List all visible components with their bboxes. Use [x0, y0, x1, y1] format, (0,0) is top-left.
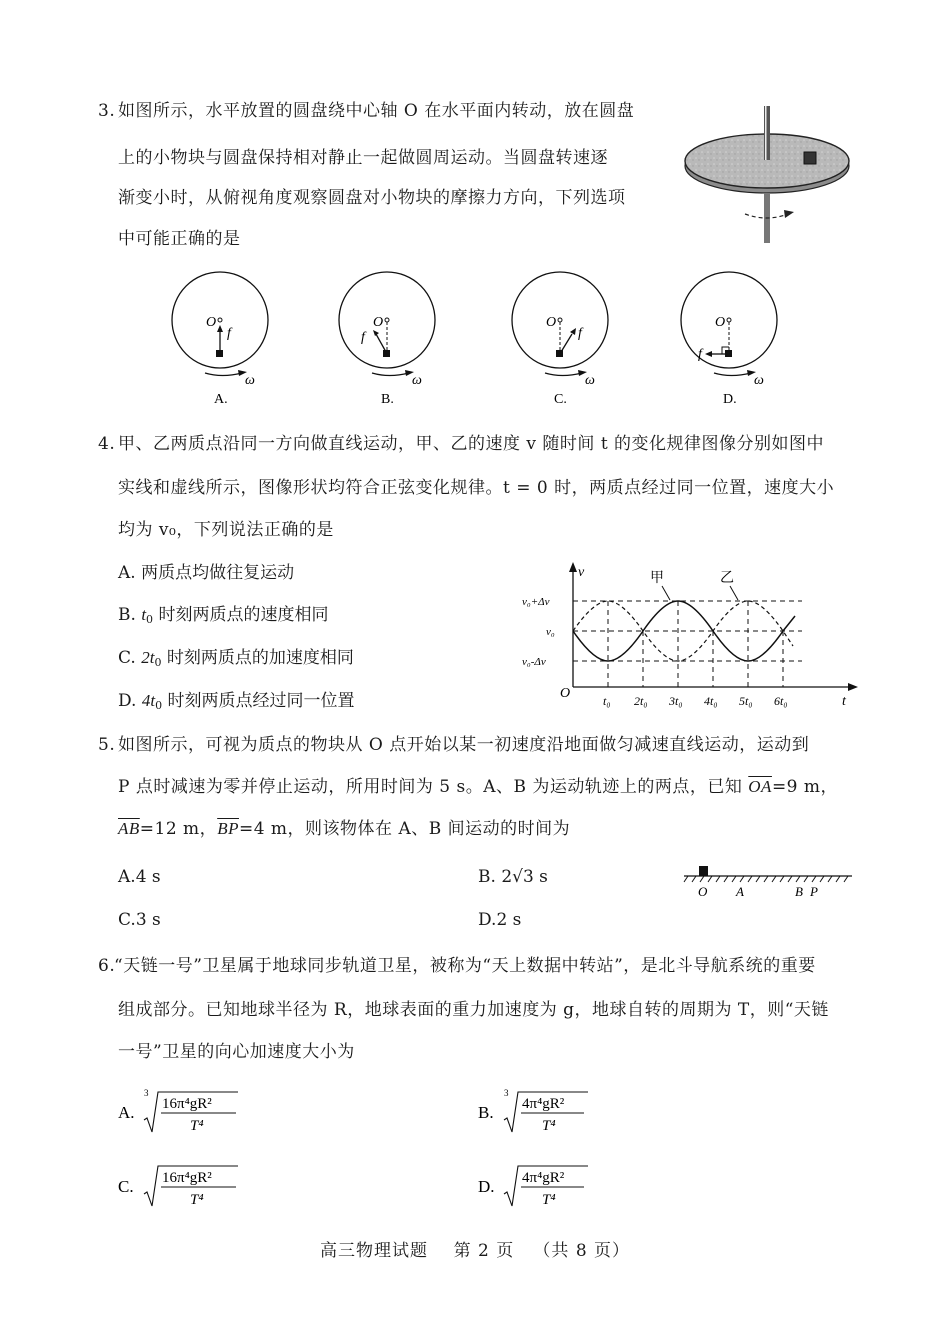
svg-text:乙: 乙: [720, 571, 734, 586]
q4-option-c: C. $2t_0$ 时刻两质点的加速度相同: [118, 648, 354, 669]
svg-text:ω: ω: [754, 373, 764, 388]
q3-line-1: 如图所示，水平放置的圆盘绕中心轴 O 在水平面内转动，放在圆盘: [118, 101, 635, 121]
svg-text:B.: B.: [381, 392, 394, 407]
q5-option-a: A.4 s: [118, 867, 161, 887]
svg-text:C.: C.: [554, 392, 567, 407]
velocity-time-chart: [520, 560, 860, 720]
svg-text:B.: B.: [478, 1103, 494, 1122]
svg-text:O: O: [206, 315, 217, 330]
q6-option-a: [118, 1086, 258, 1142]
q3-figure-b: [339, 272, 435, 407]
svg-text:v: v: [578, 565, 585, 580]
q6-option-b: [478, 1086, 618, 1142]
svg-text:T⁴: T⁴: [542, 1118, 556, 1134]
svg-text:T⁴: T⁴: [190, 1192, 204, 1208]
svg-text:A: A: [736, 884, 744, 899]
svg-text:A.: A.: [118, 1103, 135, 1122]
q6-option-c: [118, 1160, 258, 1216]
svg-text:v₀-Δv: v₀-Δv: [522, 656, 546, 668]
q3-figure-a: [172, 272, 268, 407]
q3-line-4: 中可能正确的是: [118, 229, 241, 249]
svg-text:f: f: [578, 326, 582, 341]
q6-number: 6.: [98, 956, 116, 976]
svg-text:D.: D.: [723, 392, 737, 407]
svg-text:P: P: [810, 884, 818, 899]
svg-text:t: t: [842, 694, 846, 709]
svg-text:T⁴: T⁴: [542, 1192, 556, 1208]
svg-text:6t₀: 6t₀: [774, 694, 788, 708]
q6-line-3: 一号”卫星的向心加速度大小为: [118, 1042, 355, 1062]
q6-option-d: [478, 1160, 618, 1216]
svg-text:O: O: [373, 315, 384, 330]
svg-text:4π⁴gR²: 4π⁴gR²: [522, 1096, 565, 1112]
svg-text:3: 3: [504, 1088, 509, 1098]
q5-line-3: $\overline{AB}=12$ m，$\overline{BP}=4$ m，则该物体在 A、B 间运动的时间为: [118, 819, 571, 839]
svg-text:D.: D.: [478, 1177, 495, 1196]
q5-line-2: P 点时减速为零并停止运动，所用时间为 5 s。A、B 为运动轨迹上的两点，已知 $\overline{OA}=9$ m，: [118, 777, 839, 797]
q5-number: 5.: [98, 735, 116, 755]
svg-text:ω: ω: [585, 373, 595, 388]
svg-text:4π⁴gR²: 4π⁴gR²: [522, 1170, 565, 1186]
q5-option-b: B. 2√3 s: [478, 867, 548, 887]
svg-text:v₀: v₀: [546, 626, 555, 638]
q4-line-3: 均为 v₀，下列说法正确的是: [118, 520, 334, 540]
svg-text:f: f: [698, 347, 702, 362]
q4-option-b: B. $t_0$ 时刻两质点的速度相同: [118, 605, 329, 626]
svg-text:3t₀: 3t₀: [669, 694, 683, 708]
q6-line-1: “天链一号”卫星属于地球同步轨道卫星，被称为“天上数据中转站”，是北斗导航系统的重要: [114, 956, 816, 976]
q5-option-d: D.2 s: [478, 910, 522, 930]
svg-text:5t₀: 5t₀: [739, 694, 753, 708]
svg-text:O: O: [698, 884, 708, 899]
q4-line-1: 甲、乙两质点沿同一方向做直线运动，甲、乙的速度 v 随时间 t 的变化规律图像分别如图中: [118, 434, 825, 454]
svg-text:v₀+Δv: v₀+Δv: [522, 596, 550, 608]
svg-text:4t₀: 4t₀: [704, 694, 718, 708]
page-footer: [0, 1236, 950, 1261]
q3-line-3: 渐变小时，从俯视角度观察圆盘对小物块的摩擦力方向，下列选项: [118, 188, 626, 208]
q3-option-figures: [160, 270, 800, 415]
q3-figure-c: [512, 272, 608, 407]
svg-text:C.: C.: [118, 1177, 134, 1196]
q4-option-a: A. 两质点均做往复运动: [118, 563, 295, 583]
svg-text:f: f: [361, 330, 365, 345]
footer-subject: 高三物理试题: [319, 1241, 428, 1261]
q5-option-c: C.3 s: [118, 910, 161, 930]
q4-line-2: 实线和虚线所示，图像形状均符合正弦变化规律。t = 0 时，两质点经过同一位置，速度大小: [118, 478, 835, 498]
svg-text:16π⁴gR²: 16π⁴gR²: [162, 1170, 212, 1186]
ground-track-figure: [680, 862, 860, 902]
footer-total: （共 8 页）: [533, 1241, 631, 1261]
q3-figure-d: [681, 272, 777, 407]
svg-text:O: O: [715, 315, 726, 330]
svg-text:O: O: [546, 315, 557, 330]
q4-number: 4.: [98, 434, 116, 454]
svg-text:2t₀: 2t₀: [634, 694, 648, 708]
svg-text:ω: ω: [245, 373, 255, 388]
svg-text:甲: 甲: [650, 571, 664, 586]
svg-text:16π⁴gR²: 16π⁴gR²: [162, 1096, 212, 1112]
svg-text:O: O: [560, 686, 571, 701]
svg-text:ω: ω: [412, 373, 422, 388]
svg-text:f: f: [227, 326, 231, 341]
rotating-disc-illustration: [670, 90, 870, 270]
q3-line-2: 上的小物块与圆盘保持相对静止一起做圆周运动。当圆盘转速逐: [118, 148, 608, 168]
q4-option-d: D. $4t_0$ 时刻两质点经过同一位置: [118, 691, 355, 712]
svg-text:B: B: [795, 884, 803, 899]
svg-text:T⁴: T⁴: [190, 1118, 204, 1134]
footer-page: 第 2 页: [453, 1241, 515, 1261]
q3-number: 3.: [98, 101, 116, 121]
svg-text:A.: A.: [214, 392, 228, 407]
svg-text:3: 3: [144, 1088, 149, 1098]
q5-line-1: 如图所示，可视为质点的物块从 O 点开始以某一初速度沿地面做匀减速直线运动，运动到: [118, 735, 810, 755]
svg-text:t₀: t₀: [603, 694, 611, 708]
q6-line-2: 组成部分。已知地球半径为 R，地球表面的重力加速度为 g，地球自转的周期为 T，则“天链: [118, 1000, 829, 1020]
